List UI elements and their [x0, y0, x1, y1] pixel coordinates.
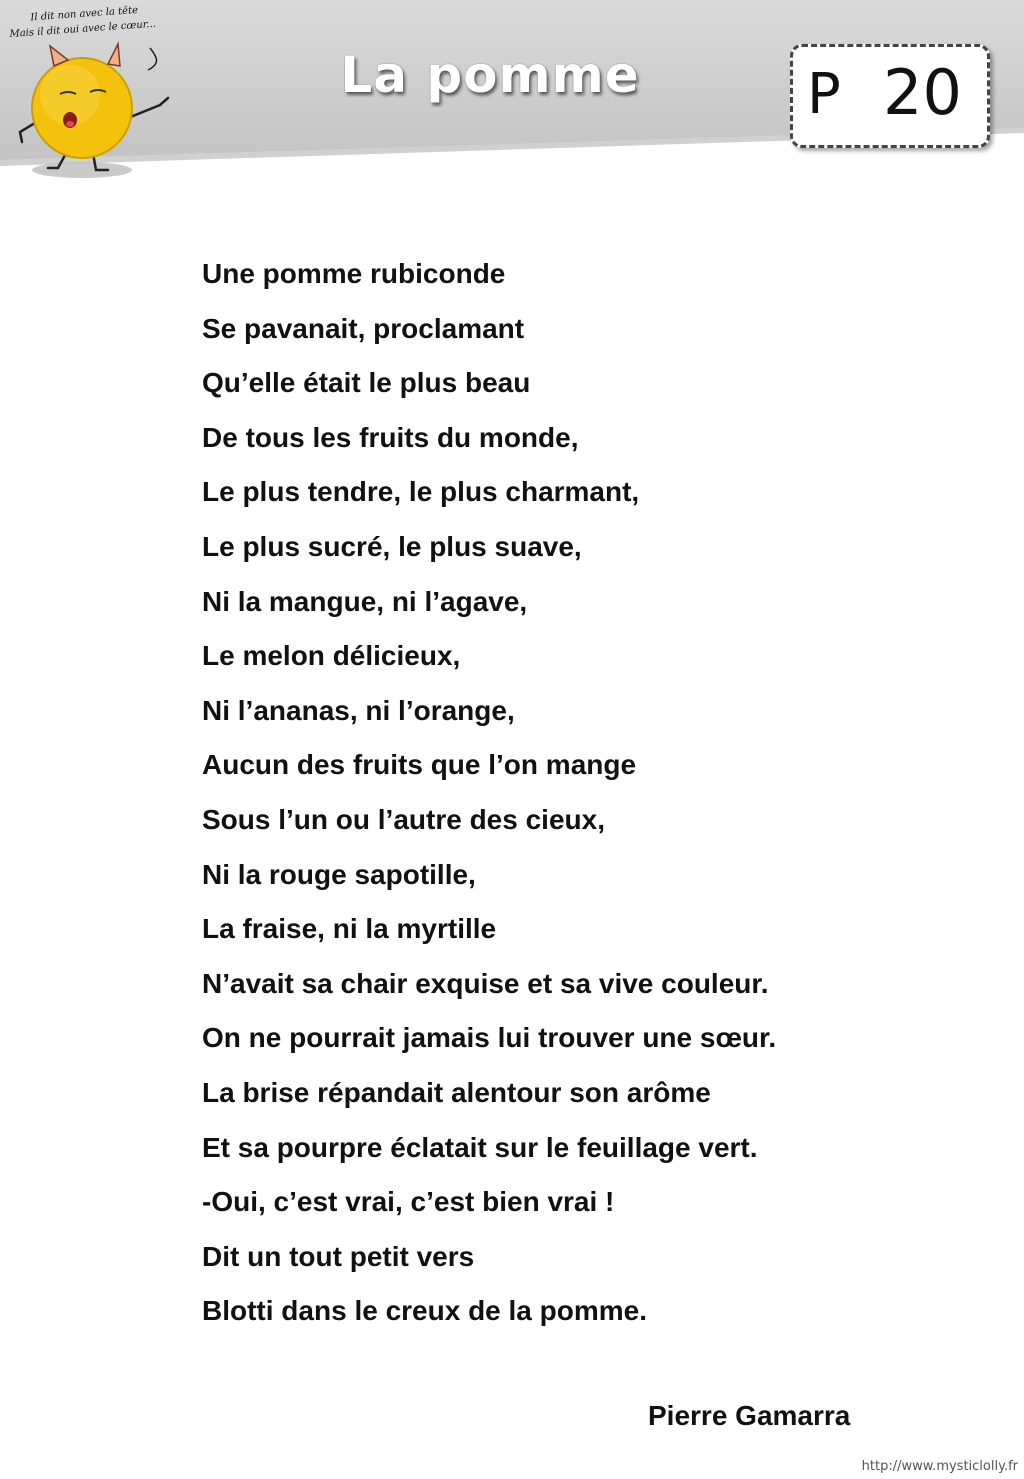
poem-line: Aucun des fruits que l’on mange [202, 749, 637, 781]
poem-line: Ni la mangue, ni l’agave, [202, 585, 528, 617]
poem-line: De tous les fruits du monde, [202, 421, 579, 453]
mascot-illustration [0, 0, 200, 190]
poem-line: Qu’elle était le plus beau [202, 367, 531, 399]
poem-line: Une pomme rubiconde [202, 258, 506, 289]
poem-line: Le plus tendre, le plus charmant, [202, 476, 640, 508]
poem-line: Sous l’un ou l’autre des cieux, [202, 803, 605, 835]
poem-line: Blotti dans le creux de la pomme. [202, 1295, 648, 1327]
poem-line: Ni l’ananas, ni l’orange, [202, 694, 515, 726]
poem-line: Dit un tout petit vers [202, 1240, 475, 1272]
page-number-badge [790, 44, 990, 148]
poem-author: Pierre Gamarra [648, 1400, 851, 1431]
poem-line: -Oui, c’est vrai, c’est bien vrai ! [202, 1186, 615, 1218]
page-number: 20 [883, 56, 962, 129]
poem-line: N’avait sa chair exquise et sa vive couleur. [202, 967, 769, 999]
poem-line: Le melon délicieux, [202, 640, 461, 672]
page-title: La pomme [340, 46, 640, 104]
site-url: http://www.mysticlolly.fr [861, 1459, 1018, 1474]
poem-line: Et sa pourpre éclatait sur le feuillage vert. [202, 1131, 758, 1163]
poem-line: La fraise, ni la myrtille [202, 913, 497, 945]
poem-line: La brise répandait alentour son arôme [202, 1076, 711, 1108]
poem-line: Se pavanait, proclamant [202, 312, 525, 344]
poem-line: Le plus sucré, le plus suave, [202, 530, 582, 562]
poem-line: Ni la rouge sapotille, [202, 858, 476, 890]
poem-text [202, 247, 776, 1339]
poem-line: On ne pourrait jamais lui trouver une sœur. [202, 1022, 777, 1054]
mascot-caption-line: Il dit non avec la tête [30, 4, 139, 24]
mascot-caption-line: Mais il dit oui avec le cœur... [9, 18, 157, 40]
page-letter: P [807, 62, 841, 127]
